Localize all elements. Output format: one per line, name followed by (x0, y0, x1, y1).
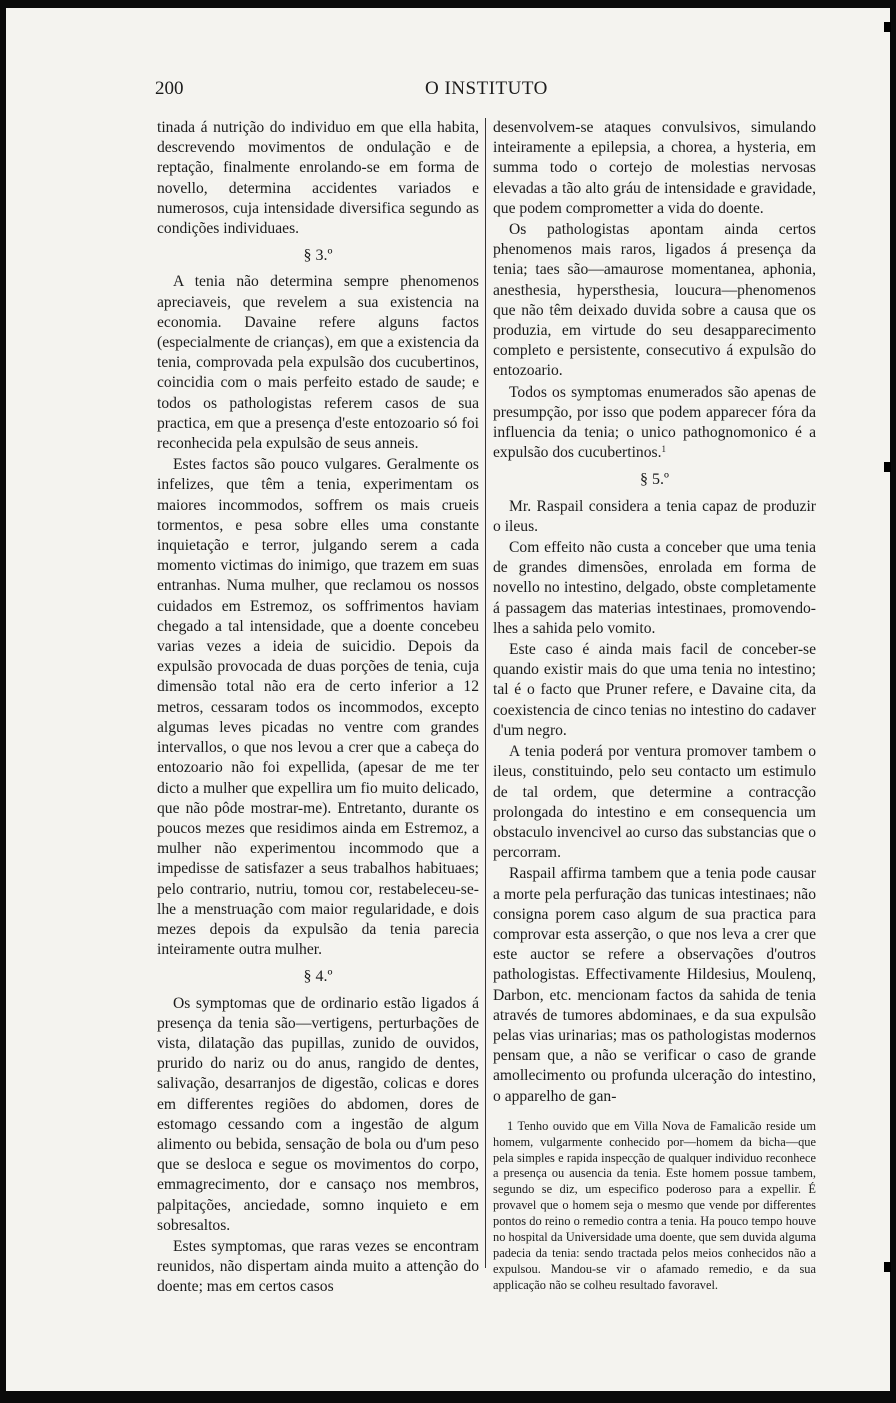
paragraph: A tenia poderá por ventura promover tambem o ileus, constituindo, pelo seu contacto um estimulo de tal ordem, que determine a contracção prolongada do intestino e em consequencia um obstaculo invencivel ao curso das substancias que o percorram. (493, 743, 816, 862)
paragraph: Este caso é ainda mais facil de conceber-se quando existir mais do que uma tenia no intestino; tal é o facto que Pruner refere, e Davaine cita, da coexistencia de cinco tenias no intestino do cadaver d'um negro. (493, 641, 816, 739)
footnote-number: 1 (507, 1118, 514, 1133)
footnote-text: Tenho ouvido que em Villa Nova de Famalicão reside um homem, vulgarmente conhecido por—homem da bicha—que pela simples e rapida inspecção de qualquer individuo reconhece a presença ou ausencia da tenia. Este homem possue tambem, segundo se diz, um especifico poderoso para a expellir. É provavel que o homem seja o mesmo que vende por differentes pontos do reino o remedio contra a tenia. Ha pouco tempo houve no hospital da Universidade uma doente, que sem duvida alguma padecia da tenia: sendo tractada pelos meios conhecidos não a expulsou. Mandou-se vir o afamado remedio, e da sua applicação não se colheu resultado favoravel. (493, 1118, 817, 1292)
paragraph (493, 383, 816, 464)
paragraph: tinada á nutrição do individuo em que ella habita, descrevendo movimentos de ondulação e de reptação, finalmente enrolando-se em forma de novello, determina accidentes variados e numerosos, cuja intensidade diversifica segundo as condições individuaes. (157, 119, 479, 238)
running-title: O INSTITUTO (425, 78, 548, 99)
scan-registration-mark (884, 1262, 891, 1272)
paragraph: desenvolvem-se ataques convulsivos, simulando inteiramente a epilepsia, a chorea, a hysteria, em summa todo o cortejo de molestias nervosas elevadas a tão alto gráu de intensidade e gravidade, que podem comprometter a vida do doente. (493, 119, 816, 217)
paragraph: Os pathologistas apontam ainda certos phenomenos mais raros, ligados á presença da tenia; taes são—amaurose momentanea, aphonia, anesthesia, hypersthesia, loucura—phenomenos que não têm deixado duvida sobre a causa que os produzia, em virtude do seu desapparecimento completo e persistente, consecutivo á expulsão do entozoario. (493, 221, 816, 380)
scan-registration-mark (884, 22, 891, 32)
right-column (493, 118, 816, 1294)
paragraph: Os symptomas que de ordinario estão ligados á presença da tenia são—vertigens, perturbações de vista, dilatação das pupillas, zunido de ouvidos, prurido do nariz ou do anus, rangido de dentes, salivação, desarranjos de digestão, colicas e dores em differentes regiões do abdomen, dores de estomago cessando com a ingestão de algum alimento ou bebida, sensação de bola ou d'um peso que se desloca e segue os movimentos do corpo, emmagrecimento, dor e cansaço nos membros, palpitações, anciedade, somno inquieto e em sobresaltos. (157, 994, 479, 1234)
paragraph: Estes factos são pouco vulgares. Geralmente os infelizes, que têm a tenia, experimentam os maiores incommodos, soffrem os mais crueis tormentos, e pesa sobre elles uma constante inquietação e terror, julgando serem a cada momento victimas do inimigo, que trazem em suas entranhas. Numa mulher, que reclamou os nossos cuidados em Estremoz, os soffrimentos haviam chegado a tal intensidade, que a doente concebeu varias vezes a ideia de suicidio. Depois da expulsão provocada de duas porções de tenia, cuja dimensão total não era de certo inferior a 12 metros, cessaram todos os incommodos, excepto algumas leves picadas no ventre com grandes intervallos, o que nos levou a crer que a cabeça do entozoario não foi expellida, (apesar de me ter dicto a mulher que expellira um fio muito delicado, que não pôde mostrar-me). Entretanto, durante os poucos mezes que residimos ainda em Estremoz, a mulher não experimentou incommodo que a impedisse de satisfazer a seus trabalhos habituaes; pelo contrario, nutriu, tomou cor, restabeleceu-se-lhe a menstruação com maior regularidade, e dois mezes depois da expulsão da tenia parecia inteiramente outra mulher. (157, 456, 479, 959)
section-heading: § 3.º (303, 247, 333, 265)
paragraph: Estes symptomas, que raras vezes se encontram reunidos, não dispertam ainda muito a attenção do doente; mas em certos casos (157, 1237, 479, 1296)
page-number: 200 (155, 78, 184, 99)
column-divider (485, 118, 486, 1268)
paragraph: Mr. Raspail considera a tenia capaz de produzir o ileus. (493, 497, 816, 535)
paragraph-text: Todos os symptomas enumerados são apenas de presumpção, por isso que podem apparecer fóra da influencia da tenia; o unico pathognomonico é a expulsão dos cucubertinos. (493, 383, 816, 462)
section-heading: § 5.º (640, 471, 669, 489)
section-heading: § 4.º (303, 968, 333, 986)
left-column (157, 118, 479, 1298)
footnote-reference: 1 (661, 444, 666, 455)
paragraph: A tenia não determina sempre phenomenos apreciaveis, que revelem a sua existencia na economia. Davaine refere alguns factos (especialmente de crianças), em que a existencia da tenia, comprovada pela expulsão dos cucubertinos, coincidia com o mais perfeito estado de saude; e todos os pathologistas referem casos de sua practica, em que a presença d'este entozoario só foi reconhecida pela expulsão de seus anneis. (157, 273, 479, 453)
paragraph: Raspail affirma tambem que a tenia pode causar a morte pela perfuração das tunicas intestinaes; não consigna porem caso algum de sua practica para comprovar esta asserção, o que nos leva a crer que este auctor se refere a observações d'outros pathologistas. Effectivamente Hildesius, Moulenq, Darbon, etc. mencionam factos da sahida de tenia através de tumores abdominaes, e da sua expulsão pelas vias urinarias; mas os pathologistas modernos pensam que, a não se verificar o caso de grande amollecimento ou profunda ulceração do intestino, o apparelho de gan- (493, 865, 816, 1105)
page-header (155, 78, 815, 104)
scan-registration-mark (884, 462, 891, 472)
footnote (493, 1119, 816, 1294)
paragraph: Com effeito não custa a conceber que uma tenia de grandes dimensões, enrolada em forma de novello no intestino, delgado, obste completamente á passagem das materias intestinaes, promovendo-lhes a sahida pelo vomito. (493, 539, 816, 637)
